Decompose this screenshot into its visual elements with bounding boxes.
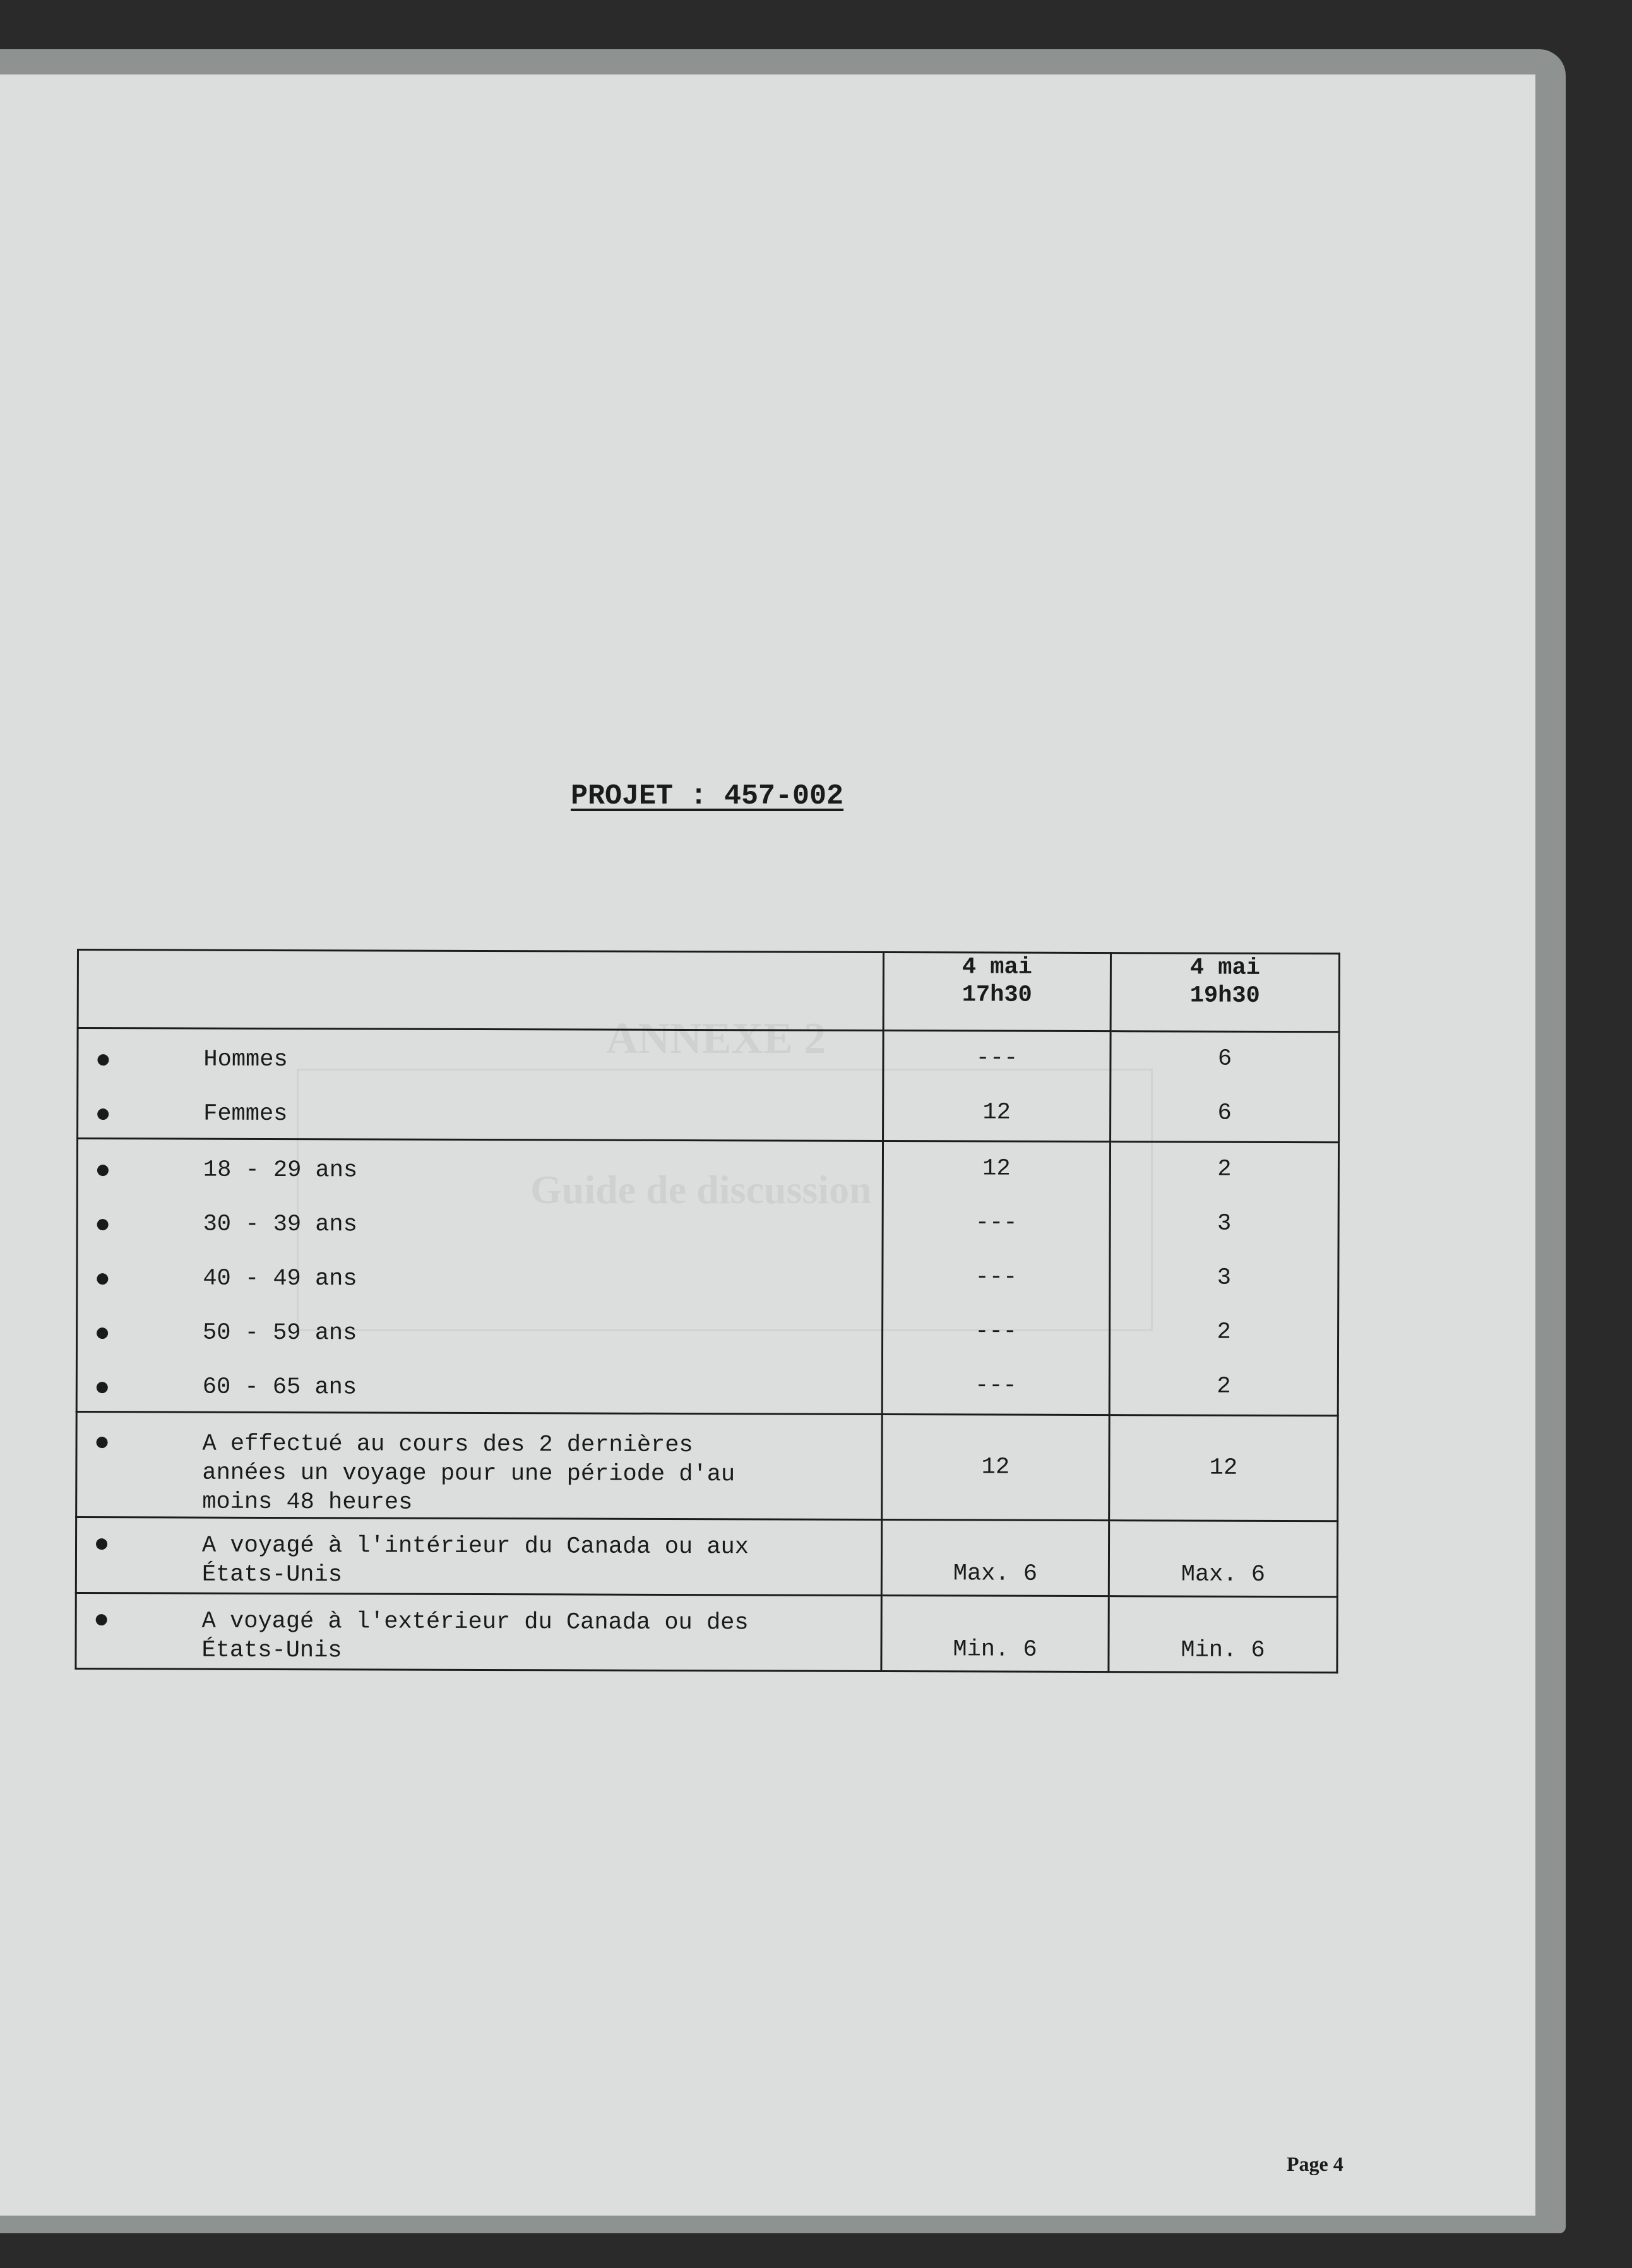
- cell-value: 6: [1217, 1045, 1232, 1072]
- cell-value: ---: [975, 1264, 1018, 1291]
- header-empty: [78, 950, 883, 1031]
- list-item: [78, 1194, 882, 1250]
- header-session-1-date: 4 mai: [962, 954, 1032, 981]
- cell-value: ---: [975, 1209, 1018, 1237]
- list-item: [78, 1029, 882, 1086]
- cell-value: 12: [882, 1415, 1110, 1521]
- list-item: [78, 1357, 881, 1413]
- table-row-travel-inside: [76, 1517, 1337, 1597]
- row-label: A effectué au cours des 2 dernières années un voyage pour une période d'au moins 48 heures: [202, 1430, 736, 1516]
- cell-value: 12: [1109, 1415, 1338, 1521]
- bullet-icon: [97, 1054, 109, 1066]
- cell-value: ---: [975, 1045, 1018, 1072]
- cell-value: 6: [1217, 1100, 1232, 1127]
- header-session-2-date: 4 mai: [1189, 954, 1260, 982]
- group-age-session-1: [882, 1141, 1110, 1415]
- page-title: PROJET : 457-002: [570, 780, 844, 812]
- travel-outside-label-cell: [76, 1593, 881, 1671]
- travel-48h-label-cell: [76, 1412, 883, 1520]
- list-item: [77, 1413, 881, 1519]
- bullet-icon: [97, 1327, 108, 1339]
- table-row-group-sex: [78, 1028, 1340, 1143]
- row-label: Femmes: [203, 1100, 288, 1128]
- bullet-icon: [97, 1273, 108, 1285]
- list-item: [78, 1083, 882, 1140]
- group-sex-session-2: [1111, 1031, 1340, 1143]
- bullet-icon: [97, 1165, 109, 1176]
- bullet-icon: [96, 1538, 107, 1550]
- bullet-icon: [97, 1219, 109, 1230]
- cell-value: 3: [1217, 1264, 1232, 1291]
- bullet-icon: [97, 1382, 108, 1393]
- header-session-2-time: 19h30: [1189, 982, 1260, 1009]
- row-label: A voyagé à l'extérieur du Canada ou des États-Unis: [201, 1608, 749, 1665]
- list-item: [77, 1518, 881, 1591]
- row-label: 50 - 59 ans: [203, 1319, 357, 1347]
- group-age-labels: [76, 1139, 883, 1415]
- show-through-guide: Guide de discussion: [530, 1167, 872, 1212]
- table-header-row: [78, 950, 1339, 1032]
- group-sex-session-1: [883, 1031, 1111, 1142]
- cell-value: Max. 6: [1109, 1521, 1337, 1597]
- cell-value: ---: [975, 1318, 1017, 1345]
- cell-value: 2: [1217, 1156, 1232, 1183]
- list-item: [76, 1594, 880, 1667]
- list-item: [78, 1248, 881, 1305]
- document-page: [0, 74, 1535, 2216]
- header-session-1: [883, 953, 1111, 1031]
- list-item: [78, 1302, 881, 1359]
- cell-value: 12: [982, 1099, 1011, 1126]
- row-label: 60 - 65 ans: [202, 1374, 357, 1401]
- row-label: 30 - 39 ans: [203, 1211, 357, 1238]
- cell-value: 2: [1217, 1319, 1231, 1346]
- show-through-annexe: ANNEXE 2: [606, 1014, 826, 1063]
- cell-value: Max. 6: [881, 1520, 1109, 1596]
- list-item: [78, 1139, 882, 1196]
- cell-value: 3: [1217, 1210, 1232, 1237]
- travel-inside-label-cell: [76, 1517, 881, 1596]
- cell-value: 12: [982, 1155, 1011, 1182]
- cell-value: Min. 6: [881, 1596, 1109, 1672]
- table-row-group-age: [76, 1139, 1338, 1416]
- group-sex-labels: [78, 1028, 884, 1141]
- row-label: 40 - 49 ans: [203, 1265, 357, 1293]
- cell-value: Min. 6: [1109, 1596, 1337, 1673]
- table-row-travel-outside: [76, 1593, 1337, 1672]
- row-label: 18 - 29 ans: [203, 1156, 358, 1184]
- cell-value: 2: [1217, 1373, 1231, 1400]
- quota-table: [74, 949, 1340, 1673]
- page-number: Page 4: [1287, 2152, 1343, 2175]
- bullet-icon: [97, 1437, 108, 1448]
- bullet-icon: [96, 1614, 107, 1625]
- table-row-travel-48h: [76, 1412, 1338, 1521]
- bullet-icon: [97, 1108, 109, 1120]
- cell-value: ---: [974, 1372, 1017, 1399]
- row-label: Hommes: [203, 1046, 288, 1074]
- header-session-1-time: 17h30: [962, 982, 1032, 1009]
- row-label: A voyagé à l'intérieur du Canada ou aux États-Unis: [201, 1532, 749, 1589]
- group-age-session-2: [1109, 1142, 1338, 1416]
- header-session-2: [1111, 953, 1339, 1032]
